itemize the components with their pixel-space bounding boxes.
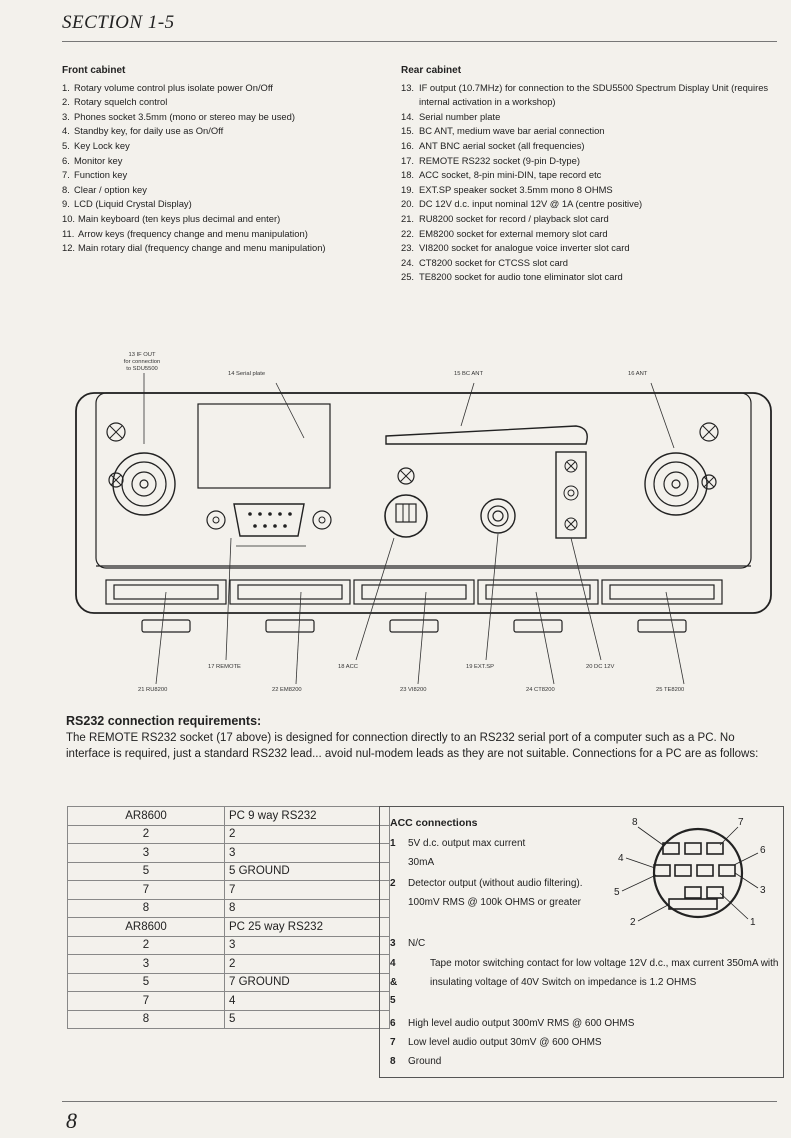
- dc-12v-jack: [556, 452, 586, 538]
- item-number: 2.: [62, 96, 70, 108]
- table-cell: 5 GROUND: [225, 862, 390, 881]
- item-text: Arrow keys (frequency change and menu manipulation): [78, 227, 308, 239]
- item-number: 17.: [401, 154, 415, 166]
- acc-pinout-diagram: [608, 813, 778, 933]
- table-cell: 7: [225, 881, 390, 900]
- label-acc: 18 ACC: [338, 664, 358, 670]
- acc-pin-text: Ground: [408, 1056, 442, 1067]
- item-number: 12.: [62, 242, 76, 254]
- item-text: BC ANT, medium wave bar aerial connection: [419, 125, 605, 137]
- acc-pin-number: 7: [390, 1037, 396, 1048]
- item-text: IF output (10.7MHz) for connection to the SDU5500 Spectrum Display Unit (requires internal activation in a workshop): [419, 81, 769, 108]
- item-number: 24.: [401, 256, 415, 268]
- rear-cabinet-heading: Rear cabinet: [401, 65, 462, 76]
- list-item: [401, 168, 769, 183]
- label-serial-plate: 14 Serial plate: [228, 371, 266, 377]
- item-number: 8.: [62, 183, 70, 195]
- acc-pin-number: 8: [390, 1056, 396, 1067]
- item-text: ACC socket, 8-pin mini-DIN, tape record etc: [419, 169, 602, 181]
- item-number: 23.: [401, 242, 415, 254]
- acc-pin-text: N/C: [408, 938, 426, 949]
- label-if-out: 13 IF OUT: [128, 352, 156, 358]
- item-number: 5.: [62, 139, 70, 151]
- acc-pin-text: Low level audio output 30mV @ 600 OHMS: [408, 1037, 602, 1048]
- table-row: [68, 955, 390, 974]
- acc-pin-number: 4 & 5: [390, 958, 398, 1006]
- list-item: [401, 81, 769, 110]
- item-number: 1.: [62, 81, 70, 93]
- pin-label: 4: [618, 853, 624, 864]
- item-text: Rotary volume control plus isolate power On/Off: [74, 81, 273, 93]
- label-ct8200: 24 CT8200: [526, 687, 555, 693]
- front-cabinet-heading: Front cabinet: [62, 65, 126, 76]
- item-number: 20.: [401, 198, 415, 210]
- ext-sp-jack: [481, 499, 515, 533]
- label-te8200: 25 TE8200: [656, 687, 685, 693]
- label-em8200: 22 EM8200: [272, 687, 302, 693]
- table-cell: AR8600: [68, 918, 225, 937]
- list-item: [401, 241, 769, 256]
- acc-pin-text: 5V d.c. output max current 30mA: [408, 838, 526, 868]
- list-item: [62, 95, 326, 110]
- list-item: [62, 110, 326, 125]
- item-number: 11.: [62, 227, 75, 239]
- item-text: DC 12V d.c. input nominal 12V @ 1A (centre positive): [419, 198, 643, 210]
- item-text: RU8200 socket for record / playback slot card: [419, 212, 609, 224]
- label-ext-sp: 19 EXT.SP: [466, 664, 495, 670]
- list-item: [62, 139, 326, 154]
- item-number: 10.: [62, 212, 76, 224]
- list-item: [62, 227, 326, 242]
- table-row: [68, 1010, 390, 1029]
- item-text: REMOTE RS232 socket (9-pin D-type): [419, 154, 580, 166]
- item-number: 15.: [401, 125, 415, 137]
- item-text: VI8200 socket for analogue voice inverter slot card: [419, 242, 630, 254]
- item-text: Serial number plate: [419, 110, 501, 122]
- table-cell: 8: [68, 1010, 225, 1029]
- table-row: [68, 844, 390, 863]
- item-text: Main keyboard (ten keys plus decimal and enter): [78, 212, 281, 224]
- slot-card-bays: [106, 580, 722, 632]
- table-cell: 4: [225, 992, 390, 1011]
- page-number: 8: [66, 1108, 77, 1133]
- item-number: 25.: [401, 271, 415, 283]
- acc-pin-number: 3: [390, 938, 396, 949]
- table-row: [68, 881, 390, 900]
- pin-label: 1: [750, 917, 756, 928]
- list-item: [401, 212, 769, 227]
- bc-ant-connector: [386, 426, 587, 444]
- table-cell: 3: [68, 844, 225, 863]
- rs232-connection-table: [67, 806, 390, 1029]
- list-item: [62, 81, 326, 96]
- rs232-heading: RS232 connection requirements:: [66, 714, 262, 728]
- list-item: [62, 183, 326, 198]
- acc-pin-number: 1: [390, 838, 396, 849]
- rs232-paragraph: The REMOTE RS232 socket (17 above) is designed for connection directly to an RS232 serial port of a computer such as a PC. No interface is required, just a standard RS232 lead... avoid nul-modem leads as they are not suitable. Connections for a PC are as follows:: [66, 732, 759, 760]
- label-dc-12v: 20 DC 12V: [586, 664, 615, 670]
- table-cell: 7: [68, 992, 225, 1011]
- item-number: 21.: [401, 212, 415, 224]
- pin-label: 7: [738, 817, 744, 828]
- table-cell: PC 25 way RS232: [225, 918, 390, 937]
- item-number: 22.: [401, 227, 415, 239]
- list-item: [401, 270, 769, 285]
- header-rule: [62, 41, 777, 42]
- pin-label: 3: [760, 885, 766, 896]
- if-out-bnc-icon: [113, 453, 175, 515]
- pin-label: 6: [760, 845, 766, 856]
- list-item: [62, 241, 326, 256]
- item-number: 6.: [62, 154, 70, 166]
- item-text: TE8200 socket for audio tone eliminator slot card: [419, 271, 623, 283]
- label-remote: 17 REMOTE: [208, 664, 241, 670]
- table-cell: PC 9 way RS232: [225, 807, 390, 826]
- table-cell: 2: [225, 955, 390, 974]
- label-if-out-2: for connection: [123, 359, 161, 365]
- table-cell: 5: [68, 973, 225, 992]
- table-row: [68, 918, 390, 937]
- list-item: [62, 124, 326, 139]
- item-text: Key Lock key: [74, 139, 130, 151]
- table-cell: 3: [68, 955, 225, 974]
- rear-cabinet-list: [401, 64, 769, 285]
- list-item: [401, 139, 769, 154]
- item-number: 19.: [401, 183, 415, 195]
- item-text: LCD (Liquid Crystal Display): [74, 198, 192, 210]
- item-number: 3.: [62, 110, 70, 122]
- item-number: 16.: [401, 139, 415, 151]
- acc-heading: ACC connections: [390, 817, 478, 829]
- item-text: Rotary squelch control: [74, 96, 168, 108]
- rear-panel-diagram: [66, 348, 781, 700]
- list-item: [62, 154, 326, 169]
- acc-pin-text: High level audio output 300mV RMS @ 600 OHMS: [408, 1018, 635, 1029]
- acc-pin-number: 6: [390, 1018, 396, 1029]
- table-cell: 2: [68, 825, 225, 844]
- pin-label: 8: [632, 817, 638, 828]
- item-text: EXT.SP speaker socket 3.5mm mono 8 OHMS: [419, 183, 613, 195]
- table-cell: 5: [68, 862, 225, 881]
- acc-connections-box: [379, 806, 784, 1078]
- item-text: Clear / option key: [74, 183, 147, 195]
- item-number: 13.: [401, 81, 415, 93]
- label-ru8200: 21 RU8200: [138, 687, 168, 693]
- table-cell: 5: [225, 1010, 390, 1029]
- list-item: [401, 256, 769, 271]
- pin-label: 5: [614, 887, 620, 898]
- table-cell: 2: [225, 825, 390, 844]
- table-cell: 3: [225, 844, 390, 863]
- table-cell: 8: [225, 899, 390, 918]
- acc-pin-text: Detector output (without audio filtering). 100mV RMS @ 100k OHMS or greater: [408, 878, 583, 908]
- footer-rule: [62, 1101, 777, 1102]
- list-item: [401, 124, 769, 139]
- list-item: [401, 197, 769, 212]
- list-item: [401, 154, 769, 169]
- table-row: [68, 807, 390, 826]
- table-row: [68, 992, 390, 1011]
- table-row: [68, 862, 390, 881]
- item-number: 7.: [62, 169, 70, 181]
- item-text: Phones socket 3.5mm (mono or stereo may be used): [74, 110, 295, 122]
- front-cabinet-list: [62, 64, 326, 256]
- table-row: [68, 936, 390, 955]
- item-text: EM8200 socket for external memory slot card: [419, 227, 608, 239]
- section-title: SECTION 1-5: [62, 12, 175, 33]
- item-text: CT8200 socket for CTCSS slot card: [419, 256, 569, 268]
- item-text: Standby key, for daily use as On/Off: [74, 125, 224, 137]
- table-row: [68, 899, 390, 918]
- list-item: [401, 183, 769, 198]
- table-cell: 2: [68, 936, 225, 955]
- table-cell: 7: [68, 881, 225, 900]
- list-item: [401, 110, 769, 125]
- label-ant: 16 ANT: [628, 371, 648, 377]
- list-item: [62, 197, 326, 212]
- screw-icon: [107, 423, 718, 489]
- table-row: [68, 825, 390, 844]
- serial-number-plate: [198, 404, 330, 488]
- item-number: 4.: [62, 125, 70, 137]
- list-item: [62, 212, 326, 227]
- item-number: 9.: [62, 198, 70, 210]
- item-number: 18.: [401, 169, 415, 181]
- pin-label: 2: [630, 917, 636, 928]
- rs232-dsub-connector: [207, 504, 331, 546]
- item-text: Main rotary dial (frequency change and menu manipulation): [78, 242, 326, 254]
- item-text: Function key: [74, 169, 128, 181]
- item-text: ANT BNC aerial socket (all frequencies): [419, 139, 585, 151]
- acc-pin-number: 2: [390, 878, 396, 889]
- table-cell: AR8600: [68, 807, 225, 826]
- label-if-out-3: to SDU5500: [126, 366, 158, 372]
- list-item: [62, 168, 326, 183]
- list-item: [401, 227, 769, 242]
- table-cell: 8: [68, 899, 225, 918]
- item-text: Monitor key: [74, 154, 123, 166]
- table-row: [68, 973, 390, 992]
- ant-bnc-icon: [645, 453, 707, 515]
- label-vi8200: 23 VI8200: [400, 687, 427, 693]
- label-bc-ant: 15 BC ANT: [454, 371, 483, 377]
- table-cell: 7 GROUND: [225, 973, 390, 992]
- table-cell: 3: [225, 936, 390, 955]
- acc-mini-din-connector: [385, 468, 427, 537]
- acc-pin-text: Tape motor switching contact for low voltage 12V d.c., max current 350mA with insulating voltage of 40V Switch on impedance is 1.2 OHMS: [430, 958, 779, 988]
- item-number: 14.: [401, 110, 415, 122]
